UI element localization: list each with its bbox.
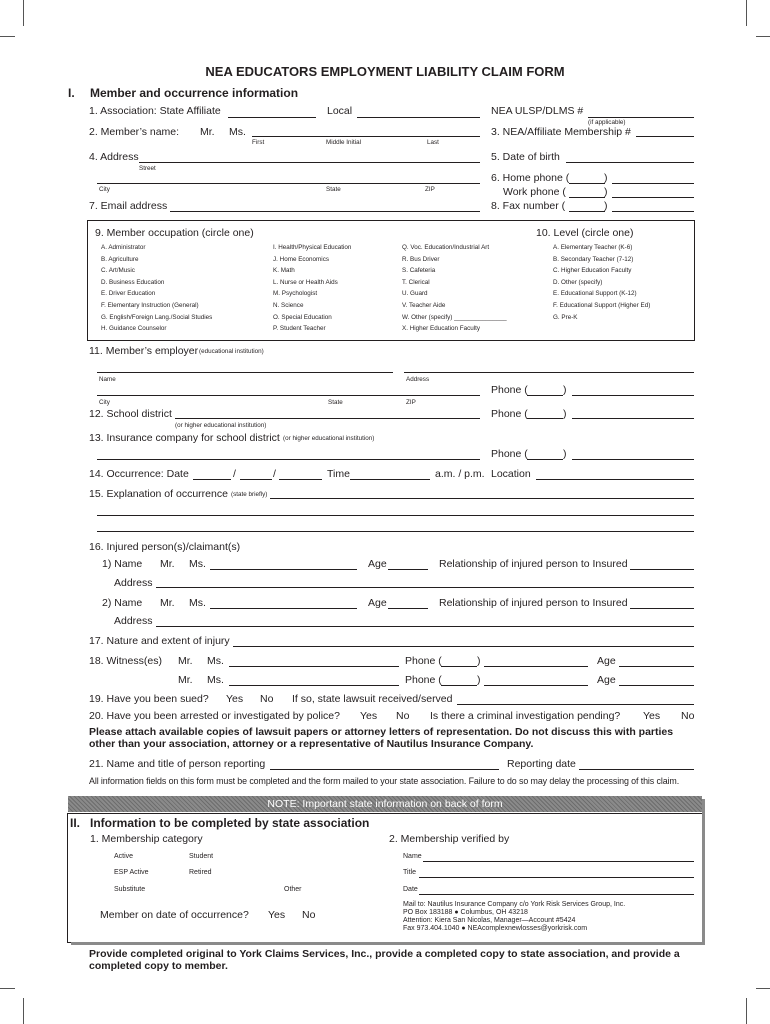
category-esp-active[interactable]: ESP Active <box>114 869 149 876</box>
member-name-label: 2. Member’s name: <box>89 126 180 138</box>
paren: ) <box>563 384 567 396</box>
email-label: 7. Email address <box>89 200 168 212</box>
location-label: Location <box>491 468 531 480</box>
age-label: Age <box>368 558 387 570</box>
city-state-zip-field[interactable] <box>97 183 480 184</box>
occupation-option[interactable]: I. Health/Physical Education <box>273 244 352 251</box>
occupation-column-1 <box>101 242 212 335</box>
school-district-note: (or higher educational institution) <box>175 422 267 429</box>
ms-option[interactable]: Ms. <box>189 558 206 570</box>
verifier-date-label: Date <box>403 886 418 893</box>
note-banner: NOTE: Important state information on back of form <box>68 796 702 812</box>
ulsp-label: NEA ULSP/DLMS # <box>491 105 584 117</box>
explanation-field-1[interactable] <box>270 498 694 499</box>
paren: ) <box>604 172 608 184</box>
occupation-option[interactable]: U. Guard <box>402 290 428 298</box>
injured-1-name-label: 1) Name <box>102 558 143 570</box>
explanation-field-2[interactable] <box>97 515 694 516</box>
witness-1-name-field[interactable] <box>229 666 399 667</box>
mr-option[interactable]: Mr. <box>200 126 215 138</box>
ms-option[interactable]: Ms. <box>229 126 246 138</box>
crop-mark <box>756 988 770 989</box>
lawsuit-field[interactable] <box>457 704 694 705</box>
occurrence-year-field[interactable] <box>279 479 322 480</box>
sued-yes-option[interactable]: Yes <box>226 693 244 705</box>
occupation-option[interactable]: O. Special Education <box>273 313 332 321</box>
school-phone-field[interactable] <box>572 418 694 419</box>
age-label: Age <box>597 674 616 686</box>
fax-label: 8. Fax number ( <box>491 200 566 212</box>
work-phone-label: Work phone ( <box>503 186 566 198</box>
explanation-field-3[interactable] <box>97 531 694 532</box>
middle-caption: Middle Initial <box>326 139 361 146</box>
form-title: NEA EDUCATORS EMPLOYMENT LIABILITY CLAIM FORM <box>205 64 565 79</box>
crop-mark <box>23 0 24 26</box>
occupation-option[interactable]: L. Nurse or Health Aids <box>273 278 338 286</box>
injured-2-relationship-field[interactable] <box>630 608 694 609</box>
injured-1-relationship-field[interactable] <box>630 569 694 570</box>
slash: / <box>273 468 276 480</box>
crop-mark <box>23 998 24 1024</box>
explanation-note: (state briefly) <box>231 491 268 498</box>
explanation-label: 15. Explanation of occurrence <box>89 488 228 500</box>
local-field[interactable] <box>357 117 480 118</box>
street-caption: Street <box>139 165 156 172</box>
category-retired[interactable]: Retired <box>189 869 212 876</box>
association-label: 1. Association: State Affiliate <box>89 105 221 117</box>
mr-option[interactable]: Mr. <box>160 597 175 609</box>
mr-option[interactable]: Mr. <box>160 558 175 570</box>
witness-1-phone-field[interactable] <box>484 666 588 667</box>
section-heading: Information to be completed by state association <box>90 816 370 830</box>
employer-phone-field[interactable] <box>572 395 694 396</box>
home-phone-label: 6. Home phone ( <box>491 172 570 184</box>
mail-to-line-2: PO Box 183188 ● Columbus, OH 43218 <box>403 909 528 916</box>
mail-to-line-3: Attention: Kiera San Nicolas, Manager—Account #5424 <box>403 917 576 924</box>
zip-caption: ZIP <box>406 399 416 406</box>
membership-number-label: 3. NEA/Affiliate Membership # <box>491 126 631 138</box>
verifier-name-field[interactable] <box>423 861 694 862</box>
level-option[interactable]: D. Other (specify) <box>553 278 603 286</box>
crop-mark <box>0 36 15 37</box>
occupation-option[interactable]: E. Driver Education <box>101 290 156 298</box>
relationship-label: Relationship of injured person to Insured <box>439 597 628 609</box>
member-name-field[interactable] <box>252 136 480 137</box>
level-option[interactable]: A. Elementary Teacher (K-6) <box>553 244 633 251</box>
occupation-option[interactable]: M. Psychologist <box>273 290 318 298</box>
occupation-option[interactable]: J. Home Economics <box>273 255 329 263</box>
ms-option[interactable]: Ms. <box>189 597 206 609</box>
arrested-label: 20. Have you been arrested or investigated by police? <box>89 710 340 722</box>
injured-2-age-field[interactable] <box>388 608 428 609</box>
location-field[interactable] <box>536 479 694 480</box>
employer-note: (educational institution) <box>199 348 264 355</box>
occupation-option[interactable]: S. Cafeteria <box>402 267 436 275</box>
witness-phone-label: Phone ( <box>405 655 442 667</box>
state-caption: State <box>326 186 341 193</box>
membership-category-label: 1. Membership category <box>90 833 203 845</box>
witness-label: 18. Witness(es) <box>89 655 162 667</box>
criminal-yes-option[interactable]: Yes <box>643 710 661 722</box>
name-caption: Name <box>99 376 116 383</box>
level-column <box>553 242 650 323</box>
category-other[interactable]: Other <box>284 886 302 893</box>
school-phone-area-field[interactable] <box>527 418 563 419</box>
occupation-option[interactable]: H. Guidance Counselor <box>101 325 167 333</box>
zip-caption: ZIP <box>425 186 435 193</box>
occupation-option[interactable]: X. Higher Education Faculty <box>402 325 481 333</box>
member-no-option[interactable]: No <box>302 909 316 921</box>
occupation-option[interactable]: G. English/Foreign Lang./Social Studies <box>101 313 213 321</box>
occupation-option[interactable]: Q. Voc. Education/Industrial Art <box>402 244 490 251</box>
paren: ) <box>604 186 608 198</box>
state-affiliate-field[interactable] <box>228 117 316 118</box>
attach-notice: Please attach available copies of lawsuit papers or attorney letters of representation. Do not discuss this with parties <box>89 726 674 738</box>
attach-notice-2: other than your association, attorney or a representative of Nautilus Insurance Company. <box>89 738 534 750</box>
ulsp-field[interactable] <box>588 117 694 118</box>
member-on-date-label: Member on date of occurrence? <box>100 909 249 921</box>
level-option[interactable]: F. Educational Support (Higher Ed) <box>553 301 651 309</box>
address-label: 4. Address <box>89 151 139 163</box>
criminal-no-option[interactable]: No <box>681 710 695 722</box>
lawsuit-label: If so, state lawsuit received/served <box>292 693 453 705</box>
membership-number-field[interactable] <box>636 136 694 137</box>
address-caption: Address <box>406 376 430 383</box>
box-shadow <box>71 942 705 945</box>
home-phone-field[interactable] <box>612 183 694 184</box>
witness-2-phone-field[interactable] <box>484 685 588 686</box>
footer-instruction-1: Provide completed original to York Claims Services, Inc., provide a completed copy to state association, and provide a <box>89 948 680 960</box>
injured-2-address-field[interactable] <box>156 626 694 627</box>
injured-1-address-field[interactable] <box>156 587 694 588</box>
occupation-option[interactable]: C. Art/Music <box>101 267 135 275</box>
school-phone-label: Phone ( <box>491 408 528 420</box>
crop-mark <box>756 36 770 37</box>
last-caption: Last <box>427 139 439 146</box>
insurance-company-label: 13. Insurance company for school district <box>89 432 280 444</box>
verifier-name-label: Name <box>403 853 422 860</box>
time-field[interactable] <box>350 479 430 480</box>
mr-option[interactable]: Mr. <box>178 655 193 667</box>
arrested-yes-option[interactable]: Yes <box>360 710 378 722</box>
paren: ) <box>604 200 608 212</box>
insurance-phone-field[interactable] <box>572 459 694 460</box>
criminal-label: Is there a criminal investigation pending? <box>430 710 621 722</box>
paren: ) <box>477 674 481 686</box>
city-caption: City <box>99 186 110 193</box>
employer-name-field[interactable] <box>97 372 393 373</box>
occupation-option[interactable]: F. Elementary Instruction (General) <box>101 301 199 309</box>
injured-1-name-field[interactable] <box>210 569 357 570</box>
state-caption: State <box>328 399 343 406</box>
witness-2-age-field[interactable] <box>619 685 694 686</box>
witness-1-age-field[interactable] <box>619 666 694 667</box>
sued-no-option[interactable]: No <box>260 693 274 705</box>
injury-label: 17. Nature and extent of injury <box>89 635 230 647</box>
occupation-heading: 9. Member occupation (circle one) <box>95 227 254 239</box>
local-label: Local <box>327 105 353 117</box>
reporting-date-field[interactable] <box>579 769 694 770</box>
level-option[interactable]: B. Secondary Teacher (7-12) <box>553 255 634 263</box>
box-shadow <box>702 799 705 945</box>
occurrence-day-field[interactable] <box>240 479 272 480</box>
reporter-label: 21. Name and title of person reporting <box>89 758 266 770</box>
paren: ) <box>563 448 567 460</box>
paren: ) <box>563 408 567 420</box>
injured-label: 16. Injured person(s)/claimant(s) <box>89 541 241 553</box>
age-label: Age <box>368 597 387 609</box>
fax-field[interactable] <box>612 211 694 212</box>
work-phone-field[interactable] <box>612 197 694 198</box>
ms-option[interactable]: Ms. <box>207 674 224 686</box>
occupation-option[interactable]: T. Clerical <box>402 278 430 286</box>
occupation-option[interactable]: B. Agriculture <box>101 255 139 263</box>
school-district-label: 12. School district <box>89 408 172 420</box>
completion-notice: All information fields on this form must be completed and the form mailed to your state association. Failure to do so may delay the processing of this claim. <box>89 776 680 786</box>
membership-verified-label: 2. Membership verified by <box>389 833 510 845</box>
employer-city-field[interactable] <box>97 395 480 396</box>
employer-address-field[interactable] <box>404 372 694 373</box>
verifier-title-field[interactable] <box>419 877 694 878</box>
ms-option[interactable]: Ms. <box>207 655 224 667</box>
member-yes-option[interactable]: Yes <box>268 909 286 921</box>
employer-label: 11. Member’s employer <box>89 345 199 357</box>
witness-1-area-field[interactable] <box>441 666 477 667</box>
email-field[interactable] <box>170 211 480 212</box>
insurance-phone-label: Phone ( <box>491 448 528 460</box>
mr-option[interactable]: Mr. <box>178 674 193 686</box>
witness-2-area-field[interactable] <box>441 685 477 686</box>
ampm-label[interactable]: a.m. / p.m. <box>435 468 485 480</box>
slash: / <box>233 468 236 480</box>
occupation-option[interactable]: P. Student Teacher <box>273 325 326 333</box>
crop-mark <box>0 988 15 989</box>
mail-to-line-4: Fax 973.404.1040 ● NEAcomplexnewlosses@yorkrisk.com <box>403 925 588 932</box>
if-applicable-note: (if applicable) <box>588 119 626 126</box>
employer-phone-area-field[interactable] <box>527 395 563 396</box>
arrested-no-option[interactable]: No <box>396 710 410 722</box>
crop-mark <box>746 0 747 26</box>
sued-label: 19. Have you been sued? <box>89 693 209 705</box>
occupation-option[interactable]: R. Bus Driver <box>402 255 440 263</box>
relationship-label: Relationship of injured person to Insured <box>439 558 628 570</box>
level-option[interactable]: G. Pre-K <box>553 313 578 321</box>
level-option[interactable]: C. Higher Education Faculty <box>553 267 632 275</box>
injured-1-age-field[interactable] <box>388 569 428 570</box>
occurrence-month-field[interactable] <box>193 479 231 480</box>
section-heading: Member and occurrence information <box>90 86 299 100</box>
category-student[interactable]: Student <box>189 853 214 860</box>
time-label: Time <box>327 468 350 480</box>
paren: ) <box>477 655 481 667</box>
first-caption: First <box>252 139 265 146</box>
dob-field[interactable] <box>566 162 694 163</box>
occupation-option[interactable]: D. Business Education <box>101 278 165 286</box>
witness-phone-label: Phone ( <box>405 674 442 686</box>
occupation-column-2 <box>273 242 351 335</box>
injured-1-address-label: Address <box>114 577 153 589</box>
injured-2-name-field[interactable] <box>210 608 357 609</box>
school-district-field[interactable] <box>175 418 480 419</box>
home-phone-area-field[interactable] <box>569 183 605 184</box>
section-numeral: I. <box>68 86 75 100</box>
dob-label: 5. Date of birth <box>491 151 560 163</box>
verifier-date-field[interactable] <box>419 894 694 895</box>
city-caption: City <box>99 399 110 406</box>
crop-mark <box>746 998 747 1024</box>
insurance-phone-area-field[interactable] <box>527 459 563 460</box>
mail-to-line-1: Mail to: Nautilus Insurance Company c/o York Risk Services Group, Inc. <box>403 901 626 908</box>
category-substitute[interactable]: Substitute <box>114 886 146 893</box>
level-heading: 10. Level (circle one) <box>536 227 634 239</box>
fax-area-field[interactable] <box>569 211 605 212</box>
injured-2-address-label: Address <box>114 615 153 627</box>
occurrence-date-label: 14. Occurrence: Date <box>89 468 189 480</box>
witness-2-name-field[interactable] <box>229 685 399 686</box>
insurance-company-note: (or higher educational institution) <box>283 435 375 442</box>
occupation-option[interactable]: N. Science <box>273 301 304 309</box>
level-option[interactable]: E. Educational Support (K-12) <box>553 290 637 298</box>
reporting-date-label: Reporting date <box>507 758 576 770</box>
occupation-option[interactable]: K. Math <box>273 267 295 275</box>
employer-phone-label: Phone ( <box>491 384 528 396</box>
occupation-option[interactable]: A. Administrator <box>101 244 146 251</box>
street-field[interactable] <box>139 162 480 163</box>
occupation-option[interactable]: V. Teacher Aide <box>402 301 446 309</box>
section-numeral: II. <box>70 816 81 830</box>
age-label: Age <box>597 655 616 667</box>
occupation-column-3 <box>402 242 507 335</box>
verifier-title-label: Title <box>403 869 416 876</box>
insurance-company-field[interactable] <box>97 459 480 460</box>
work-phone-area-field[interactable] <box>569 197 605 198</box>
injured-2-name-label: 2) Name <box>102 597 143 609</box>
occupation-option[interactable]: W. Other (specify) _______________ <box>402 313 507 321</box>
reporter-field[interactable] <box>270 769 499 770</box>
category-active[interactable]: Active <box>114 853 134 860</box>
footer-instruction-2: completed copy to member. <box>89 960 228 972</box>
injury-field[interactable] <box>233 646 694 647</box>
